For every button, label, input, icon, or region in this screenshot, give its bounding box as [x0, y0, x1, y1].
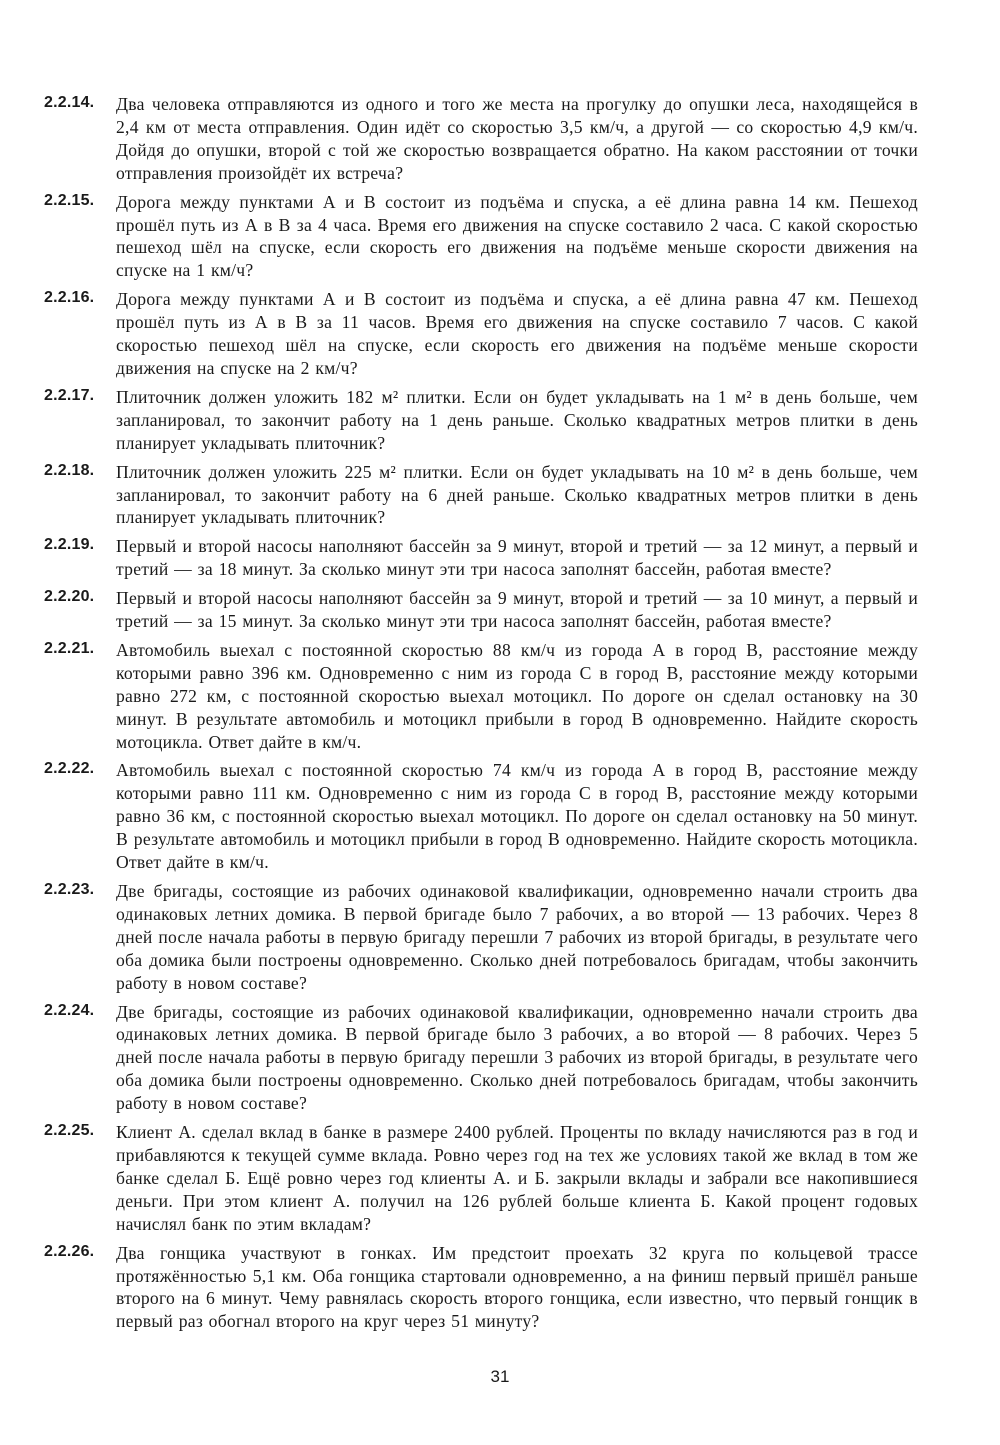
problem-text: Два гонщика участвуют в гонках. Им предстоит проехать 32 круга по кольцевой трассе протяжённостью 5,1 км. Оба гонщика стартовали одновременно, а на финиш первый пришёл раньше второго на 6 минут. Чему равнялась скорость второго гонщика, если известно, что первый гонщик в первый раз обогнал второго на круг через 51 минуту?: [116, 1242, 918, 1332]
problem-2-2-25: [44, 1121, 918, 1236]
problem-number: 2.2.17.: [44, 386, 95, 404]
problem-number: 2.2.26.: [44, 1242, 95, 1260]
problem-number: 2.2.24.: [44, 1001, 95, 1019]
problem-2-2-18: [44, 461, 918, 530]
problem-2-2-24: [44, 1001, 918, 1116]
problem-text: Автомобиль выехал с постоянной скоростью 88 км/ч из города А в город В, расстояние между которыми равно 396 км. Одновременно с ним из города С в город В, расстояние между которыми равно 272 км, с постоянной скоростью выехал мотоцикл. По дороге он сделал остановку на 30 минут. В результате автомобиль и мотоцикл прибыли в город В одновременно. Найдите скорость мотоцикла. Ответ дайте в км/ч.: [116, 639, 918, 752]
problem-2-2-16: [44, 288, 918, 380]
problem-text: Клиент А. сделал вклад в банке в размере 2400 рублей. Проценты по вкладу начисляются раз в год и прибавляются к текущей сумме вклада. Ровно через год на тех же условиях такой же вклад в том же банке сделал Б. Ещё ровно через год клиенты А. и Б. закрыли вклады и забрали все накопившиеся деньги. При этом клиент А. получил на 126 рублей больше клиента Б. Какой процент годовых начислял банк по этим вкладам?: [116, 1122, 918, 1234]
problem-2-2-20: [44, 587, 918, 633]
problem-number: 2.2.14.: [44, 94, 95, 111]
problem-2-2-19: [44, 535, 918, 581]
problem-2-2-23: [44, 880, 918, 995]
problem-text: Плиточник должен уложить 225 м² плитки. Если он будет укладывать на 10 м² в день больше, чем запланировал, то закончит работу на 6 дней раньше. Сколько квадратных метров плитки в день планирует укладывать плиточник?: [116, 461, 918, 528]
problem-text: Плиточник должен уложить 182 м² плитки. Если он будет укладывать на 1 м² в день больше, чем запланировал, то закончит работу на 1 день раньше. Сколько квадратных метров плитки в день планирует укладывать плиточник?: [116, 386, 918, 453]
problem-text: Дорога между пунктами А и В состоит из подъёма и спуска, а её длина равна 47 км. Пешеход прошёл путь из А в В за 11 часов. Время его движения на спуске составило 7 часов. С какой скоростью пешеход шёл на спуске, если скорость его движения на подъёме меньше скорости движения на спуске на 2 км/ч?: [116, 289, 918, 378]
problem-text: Две бригады, состоящие из рабочих одинаковой квалификации, одновременно начали строить два одинаковых летних домика. В первой бригаде было 7 рабочих, а во второй — 13 рабочих. Через 8 дней после начала работы в первую бригаду перешли 7 рабочих из второй бригады, в результате чего оба домика были построены одновременно. Сколько дней потребовалось бригадам, чтобы закончить работу в новом составе?: [116, 881, 918, 993]
problem-number: 2.2.25.: [44, 1122, 95, 1140]
problem-number: 2.2.15.: [44, 191, 95, 209]
problem-number: 2.2.22.: [44, 760, 95, 778]
problem-2-2-15: [44, 191, 918, 283]
problem-text: Автомобиль выехал с постоянной скоростью 74 км/ч из города А в город В, расстояние между которыми равно 111 км. Одновременно с ним из города С в город В, расстояние между которыми равно 36 км, с постоянной скоростью выехал мотоцикл. По дороге он сделал остановку на 50 минут. В результате автомобиль и мотоцикл прибыли в город В одновременно. Найдите скорость мотоцикла. Ответ дайте в км/ч.: [116, 760, 918, 873]
problem-number: 2.2.18.: [44, 461, 95, 479]
problem-text: Два человека отправляются из одного и того же места на прогулку до опушки леса, находящейся в 2,4 км от места отправления. Один идёт со скоростью 3,5 км/ч, а другой — со скоростью 4,9 км/ч. Дойдя до опушки, второй с той же скоростью возвращается обратно. На каком расстоянии от точки отправления произойдёт их встреча?: [116, 94, 918, 183]
problem-number: 2.2.23.: [44, 881, 95, 898]
problem-text: Первый и второй насосы наполняют бассейн за 9 минут, второй и третий — за 10 минут, а первый и третий — за 15 минут. За сколько минут эти три насоса заполнят бассейн, работая вместе?: [116, 588, 918, 632]
page-number: 31: [490, 1367, 510, 1386]
problem-text: Первый и второй насосы наполняют бассейн за 9 минут, второй и третий — за 12 минут, а первый и третий — за 18 минут. За сколько минут эти три насоса заполнят бассейн, работая вместе?: [116, 536, 918, 580]
problem-number: 2.2.16.: [44, 289, 95, 307]
problem-number: 2.2.19.: [44, 536, 95, 554]
problem-2-2-17: [44, 386, 918, 455]
problem-number: 2.2.21.: [44, 639, 95, 657]
problem-2-2-26: [44, 1242, 918, 1334]
problem-text: Дорога между пунктами А и В состоит из подъёма и спуска, а её длина равна 14 км. Пешеход прошёл путь из А в В за 4 часа. Время его движения на спуске составило 2 часа. С какой скоростью пешеход шёл на спуске, если скорость его движения на подъёме меньше скорости движения на спуске на 1 км/ч?: [116, 191, 918, 281]
problem-2-2-22: [44, 759, 918, 874]
problem-2-2-14: [44, 93, 918, 185]
problem-number: 2.2.20.: [44, 588, 95, 606]
problem-text: Две бригады, состоящие из рабочих одинаковой квалификации, одновременно начали строить два одинаковых летних домика. В первой бригаде было 3 рабочих, а во второй — 8 рабочих. Через 5 дней после начала работы в первую бригаду перешли 3 рабочих из второй бригады, в результате чего оба домика были построены одновременно. Сколько дней потребовалось бригадам, чтобы закончить работу в новом составе?: [116, 1001, 918, 1114]
problem-2-2-21: [44, 639, 918, 754]
